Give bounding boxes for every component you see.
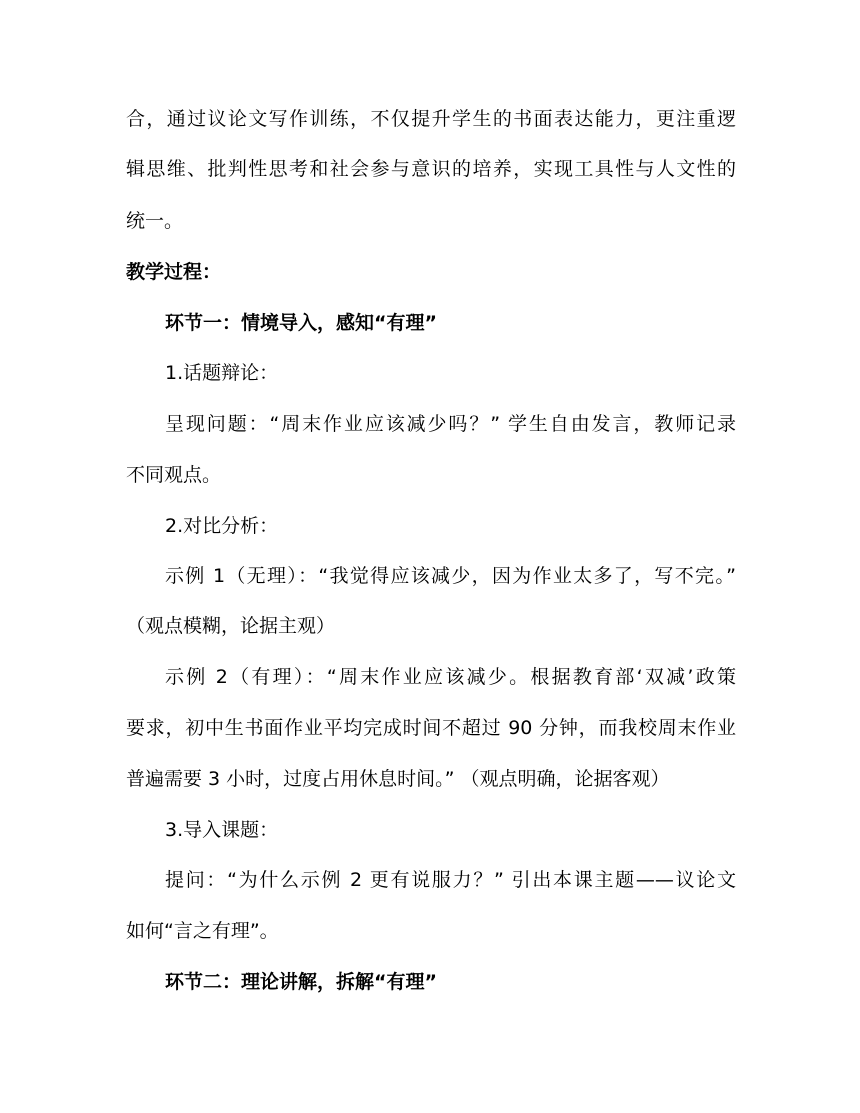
step2-heading: 环节二：理论讲解，拆解“有理” <box>165 971 437 993</box>
example1-line-1: 示例 1（无理）：“我觉得应该减少，因为作业太多了，写不完。” <box>165 565 736 587</box>
step1-item3-line-1: 提问：“为什么示例 2 更有说服力？” 引出本课主题——议论文 <box>165 869 736 891</box>
intro-line-3: 统一。 <box>126 210 184 232</box>
step1-item3-title: 3.导入课题： <box>165 819 279 841</box>
step1-item1-line-2: 不同观点。 <box>126 464 222 486</box>
example2-line-1: 示例 2（有理）：“周末作业应该减少。根据教育部‘双减’政策 <box>165 666 736 688</box>
section-heading: 教学过程： <box>126 261 222 283</box>
example1-line-2: （观点模糊，论据主观） <box>126 615 336 637</box>
intro-line-1: 合，通过议论文写作训练，不仅提升学生的书面表达能力，更注重逻 <box>126 108 736 130</box>
step1-item3-line-2: 如何“言之有理”。 <box>126 920 279 942</box>
step1-item2-title: 2.对比分析： <box>165 515 279 537</box>
example2-line-2: 要求，初中生书面作业平均完成时间不超过 90 分钟，而我校周末作业 <box>126 717 736 739</box>
step1-item1-title: 1.话题辩论： <box>165 362 279 384</box>
step1-heading: 环节一：情境导入，感知“有理” <box>165 312 437 334</box>
step1-item1-line-1: 呈现问题：“周末作业应该减少吗？” 学生自由发言，教师记录 <box>165 413 736 435</box>
intro-line-2: 辑思维、批判性思考和社会参与意识的培养，实现工具性与人文性的 <box>126 158 736 180</box>
example2-line-3: 普遍需要 3 小时，过度占用休息时间。” （观点明确，论据客观） <box>126 768 670 790</box>
